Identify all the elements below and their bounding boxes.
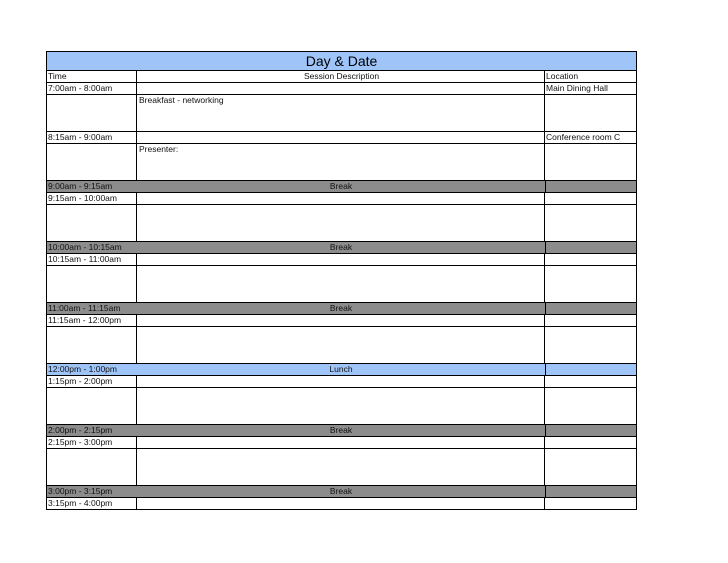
time-cell: 10:15am - 11:00am	[47, 254, 137, 265]
location-cell	[545, 254, 636, 265]
lunch-label: Lunch	[329, 364, 353, 374]
location-cell	[545, 437, 636, 448]
location-cell	[545, 266, 636, 302]
table-row	[46, 254, 637, 266]
session-cell	[137, 83, 545, 94]
location-cell	[545, 425, 636, 436]
location-cell: Main Dining Hall	[546, 83, 608, 93]
table-row	[46, 498, 637, 510]
table-row	[46, 437, 637, 449]
page-title: Day & Date	[305, 53, 378, 69]
break-row	[46, 303, 637, 315]
time-cell	[47, 266, 137, 302]
schedule-sheet	[46, 51, 638, 510]
table-row	[46, 205, 637, 242]
header-location: Location	[546, 71, 579, 81]
time-cell	[47, 205, 137, 241]
session-cell	[137, 449, 545, 485]
header-session: Session Description	[137, 71, 545, 82]
table-row	[46, 95, 637, 132]
break-label: Break	[329, 486, 353, 496]
session-cell	[137, 193, 545, 204]
session-cell	[137, 437, 545, 448]
location-cell	[545, 327, 636, 363]
session-cell	[137, 205, 545, 241]
location-cell	[545, 486, 636, 497]
time-cell: 3:15pm - 4:00pm	[47, 498, 137, 509]
location-cell: Conference room C	[546, 132, 621, 142]
break-row	[46, 181, 637, 193]
table-row	[46, 327, 637, 364]
break-label: Break	[329, 303, 353, 313]
break-label: Break	[329, 425, 353, 435]
session-cell	[137, 388, 545, 424]
session-cell	[137, 498, 545, 509]
location-cell	[545, 449, 636, 485]
time-cell: 1:15pm - 2:00pm	[47, 376, 137, 387]
location-cell	[545, 303, 636, 314]
time-cell	[47, 449, 137, 485]
location-cell	[545, 181, 636, 192]
time-cell	[47, 327, 137, 363]
session-cell	[137, 132, 545, 143]
location-cell	[545, 388, 636, 424]
location-cell	[545, 498, 636, 509]
break-label: Break	[329, 242, 353, 252]
location-cell	[545, 144, 636, 180]
break-row	[46, 242, 637, 254]
time-cell	[47, 95, 137, 131]
table-row	[46, 193, 637, 205]
session-cell: Presenter:	[137, 144, 545, 180]
break-row	[46, 425, 637, 437]
table-row	[46, 388, 637, 425]
table-row	[46, 315, 637, 327]
time-cell: 9:00am - 9:15am	[48, 181, 113, 191]
lunch-row	[46, 364, 637, 376]
table-row	[46, 449, 637, 486]
location-cell	[545, 364, 636, 375]
time-cell	[47, 388, 137, 424]
time-cell: 12:00pm - 1:00pm	[48, 364, 117, 374]
table-row	[46, 266, 637, 303]
time-cell: 11:00am - 11:15am	[48, 303, 121, 313]
title-row	[46, 51, 637, 71]
time-cell: 7:00am - 8:00am	[47, 83, 137, 94]
table-row	[46, 376, 637, 388]
session-cell: Breakfast - networking	[137, 95, 545, 131]
break-row	[46, 486, 637, 498]
time-cell	[47, 144, 137, 180]
time-cell: 11:15am - 12:00pm	[47, 315, 137, 326]
location-cell	[545, 315, 636, 326]
session-cell	[137, 327, 545, 363]
session-cell	[137, 315, 545, 326]
session-cell	[137, 266, 545, 302]
table-row	[46, 83, 637, 95]
location-cell	[545, 95, 636, 131]
time-cell: 3:00pm - 3:15pm	[48, 486, 113, 496]
time-cell: 2:00pm - 2:15pm	[48, 425, 113, 435]
table-row	[46, 132, 637, 144]
header-time: Time	[47, 71, 137, 82]
break-label: Break	[329, 181, 353, 191]
location-cell	[545, 193, 636, 204]
table-row	[46, 144, 637, 181]
time-cell: 8:15am - 9:00am	[47, 132, 137, 143]
session-cell	[137, 254, 545, 265]
time-cell: 2:15pm - 3:00pm	[47, 437, 137, 448]
location-cell	[545, 242, 636, 253]
session-cell	[137, 376, 545, 387]
location-cell	[545, 205, 636, 241]
time-cell: 10:00am - 10:15am	[48, 242, 122, 252]
time-cell: 9:15am - 10:00am	[47, 193, 137, 204]
header-row	[46, 71, 637, 83]
location-cell	[545, 376, 636, 387]
